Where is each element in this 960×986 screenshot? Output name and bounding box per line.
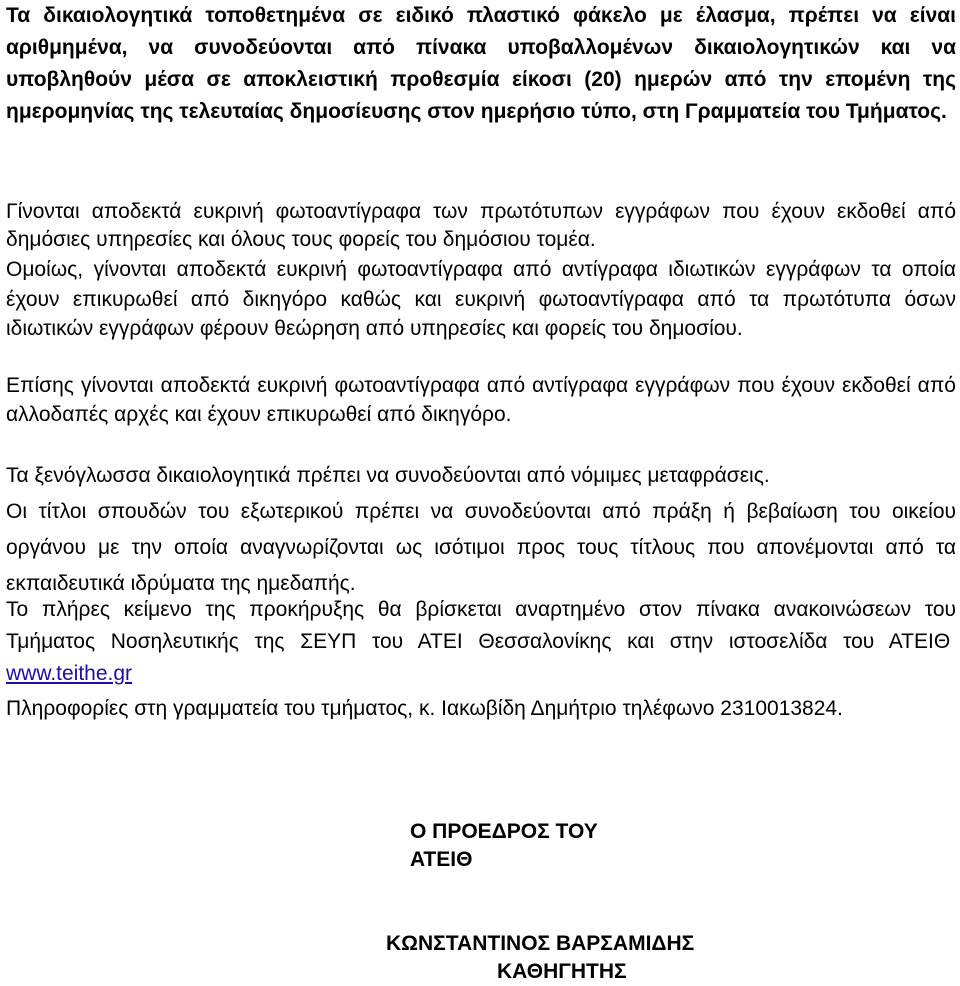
signature-title: Ο ΠΡΟΕΔΡΟΣ ΤΟΥ ΑΤΕΙΘ — [410, 820, 598, 871]
full-text-body: Το πλήρες κείμενο της προκήρυξης θα βρίσκεται αναρτημένο στον πίνακα ανακοινώσεων του Τμήματος Νοσηλευτικής της ΣΕΥΠ του ΑΤΕΙ Θεσσαλονίκης και στην ιστοσελίδα του ΑΤΕΙΘ — [6, 598, 956, 653]
signature-role: ΚΑΘΗΓΗΤΗΣ — [497, 960, 627, 983]
website-link[interactable]: www.teithe.gr — [6, 662, 133, 685]
submission-instructions: Τα δικαιολογητικά τοποθετημένα σε ειδικό πλαστικό φάκελο με έλασμα, πρέπει να είναι αριθμημένα, να συνοδεύονται από πίνακα υποβαλλομένων δικαιολογητικών και να υποβληθούν μέσα σε αποκλειστική προθεσμία είκοσι (20) ημερών από την επομένη της ημερομηνίας της τελευταίας δημοσίευσης στον ημερήσιο τύπο, στη Γραμματεία του Τμήματος. — [6, 4, 956, 123]
foreign-copies-paragraph: Επίσης γίνονται αποδεκτά ευκρινή φωτοαντίγραφα από αντίγραφα εγγράφων που έχουν εκδοθεί από αλλοδαπές αρχές και έχουν επικυρωθεί από δικηγόρο. — [6, 374, 956, 426]
info-paragraph: Πληροφορίες στη γραμματεία του τμήματος, κ. Ιακωβίδη Δημήτριο τηλέφωνο 2310013824. — [6, 697, 843, 720]
signature-name: ΚΩΝΣΤΑΝΤΙΝΟΣ ΒΑΡΣΑΜΙΔΗΣ — [386, 932, 695, 955]
private-copies-paragraph: Ομοίως, γίνονται αποδεκτά ευκρινή φωτοαντίγραφα από αντίγραφα ιδιωτικών εγγράφων τα οποία έχουν επικυρωθεί από δικηγόρο καθώς και ευκρινή φωτοαντίγραφα από τα πρωτότυπα όσων ιδιωτικών εγγράφων φέρουν θεώρηση από υπηρεσίες και φορείς του δημοσίου. — [6, 258, 956, 340]
public-copies-paragraph: Γίνονται αποδεκτά ευκρινή φωτοαντίγραφα των πρωτότυπων εγγράφων που έχουν εκδοθεί από δημόσιες υπηρεσίες και όλους τους φορείς του δημόσιου τομέα. — [6, 200, 956, 251]
translations-paragraph: Τα ξενόγλωσσα δικαιολογητικά πρέπει να συνοδεύονται από νόμιμες μεταφράσεις. — [6, 464, 770, 487]
foreign-degrees-paragraph: Οι τίτλοι σπουδών του εξωτερικού πρέπει να συνοδεύονται από πράξη ή βεβαίωση του οικείου οργάνου με την οποία αναγνωρίζονται ως ισότιμοι προς τους τίτλους που απονέμονται από τα εκπαιδευτικά ιδρύματα της ημεδαπής. — [6, 500, 956, 595]
full-text-paragraph — [6, 594, 956, 690]
